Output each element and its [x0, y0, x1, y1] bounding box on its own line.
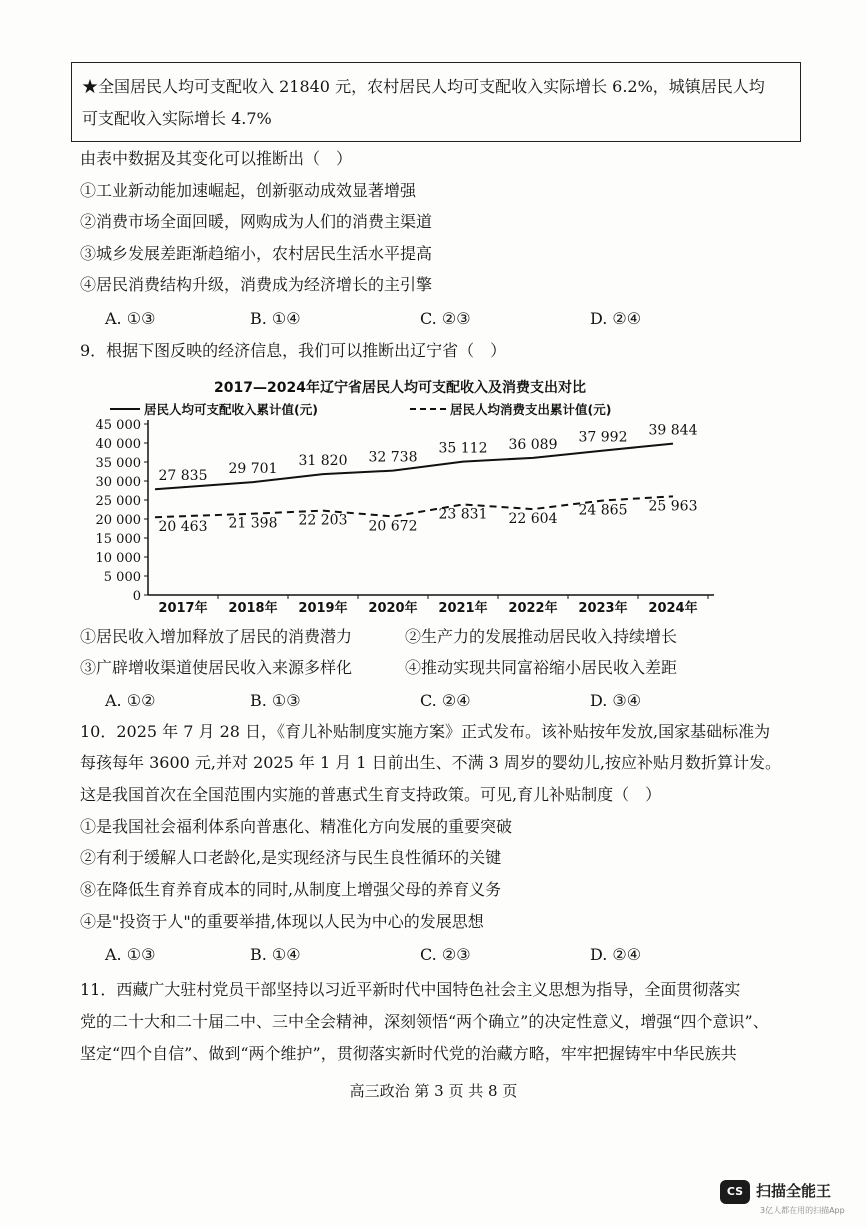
income-data-label: 35 112 — [438, 440, 488, 457]
income-data-label: 29 701 — [228, 461, 278, 478]
q10-item-4: ④是"投资于人"的重要举措,体现以人民为中心的发展思想 — [80, 912, 484, 931]
spending-data-label: 23 831 — [438, 506, 488, 523]
q8-item-1: ①工业新动能加速崛起，创新驱动成效显著增强 — [80, 181, 417, 200]
q8-option-b[interactable]: B. ①④ — [250, 309, 301, 328]
y-tick-label: 35 000 — [95, 456, 141, 471]
note-line-2: 可支配收入实际增长 4.7% — [82, 109, 272, 128]
x-tick-label: 2019年 — [298, 601, 348, 616]
q8-option-a[interactable]: A. ①③ — [105, 309, 156, 328]
camscanner-name: 扫描全能王 — [756, 1182, 832, 1200]
y-tick-label: 25 000 — [95, 494, 141, 509]
legend-spend-label: 居民人均消费支出累计值(元) — [450, 402, 612, 417]
income-spending-chart — [80, 372, 730, 617]
x-tick-label: 2017年 — [158, 601, 208, 616]
q9-item-1: ①居民收入增加释放了居民的消费潜力 — [80, 627, 353, 646]
q8-item-4: ④居民消费结构升级，消费成为经济增长的主引擎 — [80, 275, 433, 294]
camscanner-logo: CS — [720, 1180, 750, 1204]
x-tick-label: 2024年 — [648, 601, 698, 616]
q10-item-1: ①是我国社会福利体系向普惠化、精准化方向发展的重要突破 — [80, 817, 513, 836]
y-tick-label: 30 000 — [95, 475, 141, 490]
q10-option-b[interactable]: B. ①④ — [250, 945, 301, 964]
q9-option-d[interactable]: D. ③④ — [590, 691, 642, 710]
chart-title: 2017—2024年辽宁省居民人均可支配收入及消费支出对比 — [214, 380, 586, 396]
q11-line-3: 坚定“四个自信”、做到“两个维护”，贯彻落实新时代党的治藏方略，牢牢把握铸牢中华民族共 — [80, 1044, 737, 1063]
x-tick-label: 2023年 — [578, 601, 628, 616]
page-footer: 高三政治 第 3 页 共 8 页 — [349, 1082, 518, 1100]
y-tick-label: 15 000 — [95, 532, 141, 547]
spending-data-label: 22 203 — [298, 512, 348, 529]
q10-option-c[interactable]: C. ②③ — [420, 945, 471, 964]
spending-data-label: 21 398 — [228, 515, 278, 532]
y-tick-label: 10 000 — [95, 551, 141, 566]
spending-data-label: 25 963 — [648, 498, 698, 515]
q11-line-2: 党的二十大和二十届二中、三中全会精神，深刻领悟“两个确立”的决定性意义，增强“四个意识”、 — [80, 1012, 769, 1031]
q9-item-2: ②生产力的发展推动居民收入持续增长 — [405, 627, 678, 646]
q9-option-c[interactable]: C. ②④ — [420, 691, 471, 710]
y-tick-label: 45 000 — [95, 418, 141, 433]
q8-stem: 由表中数据及其变化可以推断出（ ） — [80, 149, 353, 168]
spending-data-label: 20 463 — [158, 519, 208, 536]
x-tick-label: 2018年 — [228, 601, 278, 616]
y-tick-label: 5 000 — [103, 570, 141, 585]
q10-line-3: 这是我国首次在全国范围内实施的普惠式生育支持政策。可见,育儿补贴制度（ ） — [80, 785, 662, 804]
q11-line-1: 11．西藏广大驻村党员干部坚持以习近平新时代中国特色社会主义思想为指导，全面贯彻落实 — [80, 980, 741, 999]
q9-stem: 9．根据下图反映的经济信息，我们可以推断出辽宁省（ ） — [80, 341, 507, 360]
q10-line-1: 10．2025 年 7 月 28 日，《育儿补贴制度实施方案》正式发布。该补贴按年发放,国家基础标准为 — [80, 722, 771, 741]
income-data-label: 37 992 — [578, 429, 628, 446]
income-data-label: 31 820 — [298, 453, 348, 470]
legend-income-label: 居民人均可支配收入累计值(元) — [144, 402, 318, 417]
q9-item-4: ④推动实现共同富裕缩小居民收入差距 — [405, 658, 678, 677]
camscanner-tagline: 3亿人都在用的扫描App — [760, 1206, 845, 1215]
y-tick-label: 20 000 — [95, 513, 141, 528]
note-line-1: ★全国居民人均可支配收入 21840 元，农村居民人均可支配收入实际增长 6.2%，城镇居民人均 — [82, 77, 765, 96]
q8-item-2: ②消费市场全面回暖，网购成为人们的消费主渠道 — [80, 212, 433, 231]
q9-option-a[interactable]: A. ①② — [105, 691, 156, 710]
q10-line-2: 每孩每年 3600 元,并对 2025 年 1 月 1 日前出生、不满 3 周岁的婴幼儿,按应补贴月数折算计发。 — [80, 753, 782, 772]
spending-data-label: 24 865 — [578, 502, 628, 519]
income-data-label: 32 738 — [368, 449, 418, 466]
income-data-label: 36 089 — [508, 436, 558, 453]
data-note-box — [71, 62, 801, 142]
q9-option-b[interactable]: B. ①③ — [250, 691, 301, 710]
q8-option-c[interactable]: C. ②③ — [420, 309, 471, 328]
x-tick-label: 2022年 — [508, 601, 558, 616]
q9-item-3: ③广辟增收渠道使居民收入来源多样化 — [80, 658, 353, 677]
q10-option-a[interactable]: A. ①③ — [105, 945, 156, 964]
q10-item-3: ⑧在降低生育养育成本的同时,从制度上增强父母的养育义务 — [80, 880, 502, 899]
q10-option-d[interactable]: D. ②④ — [590, 945, 642, 964]
q10-item-2: ②有利于缓解人口老龄化,是实现经济与民生良性循环的关键 — [80, 848, 502, 867]
spending-data-label: 22 604 — [508, 511, 558, 528]
q8-option-d[interactable]: D. ②④ — [590, 309, 642, 328]
x-tick-label: 2020年 — [368, 601, 418, 616]
x-tick-label: 2021年 — [438, 601, 488, 616]
income-data-label: 27 835 — [158, 468, 208, 485]
q8-item-3: ③城乡发展差距渐趋缩小，农村居民生活水平提高 — [80, 244, 433, 263]
income-data-label: 39 844 — [648, 422, 698, 439]
spending-data-label: 20 672 — [368, 518, 418, 535]
y-tick-label: 40 000 — [95, 437, 141, 452]
y-tick-label: 0 — [132, 589, 141, 604]
